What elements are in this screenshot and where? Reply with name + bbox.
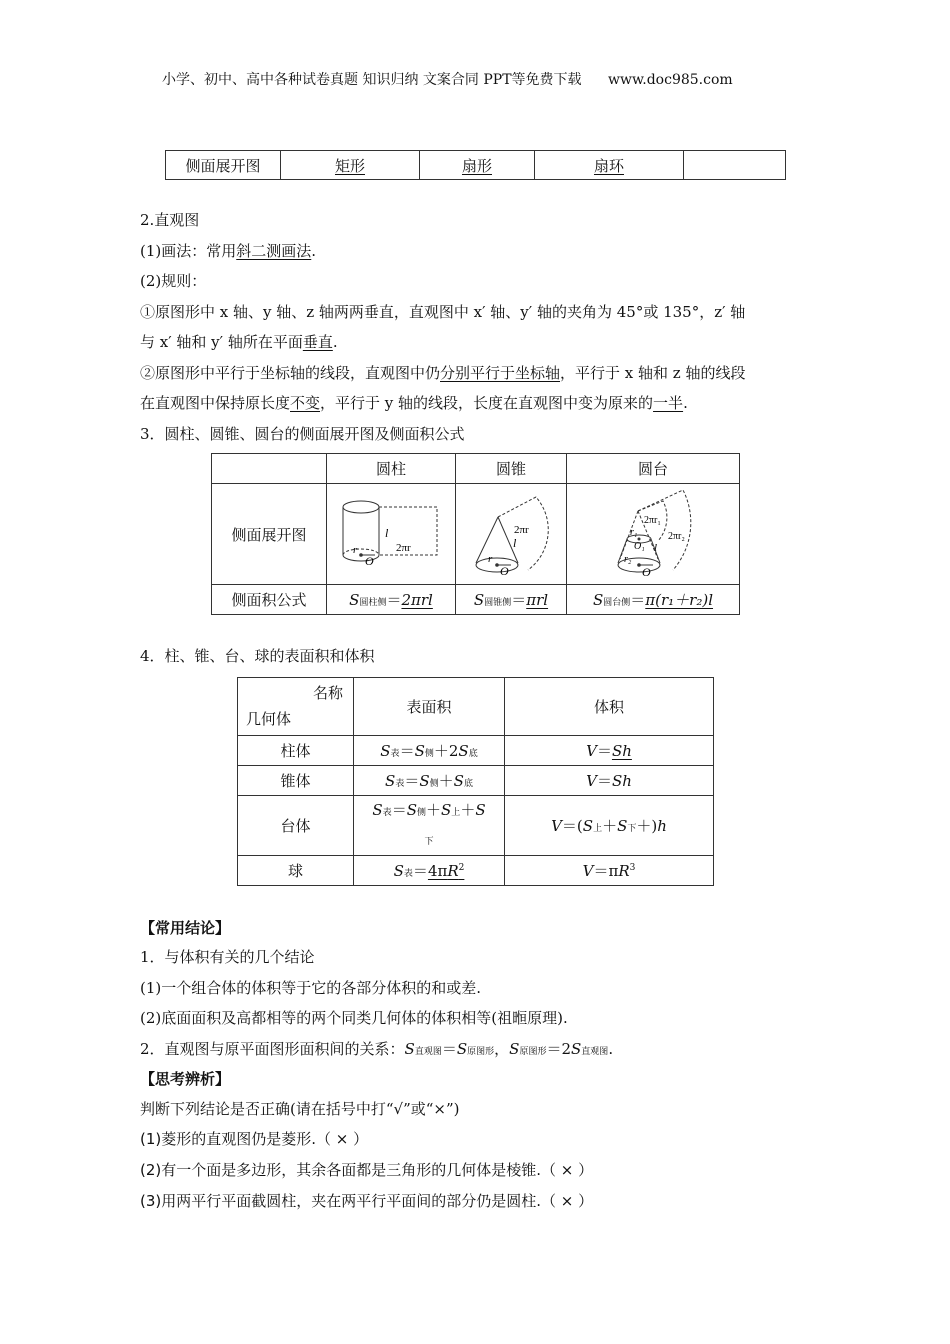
- common-item1a: (1)一个组合体的体积等于它的各部分体积的和或差.: [140, 979, 482, 997]
- lateral-row1-label: 侧面展开图: [212, 484, 327, 585]
- cone-label-2pir: 2πr: [514, 523, 529, 536]
- top-table-cell-sector: 扇形: [461, 156, 492, 175]
- cone-figure-cell: [456, 484, 567, 585]
- head-body: 几何体: [246, 710, 292, 728]
- top-table-cell-empty: [684, 151, 786, 180]
- rule1-end: .: [332, 333, 338, 351]
- think-q3: (3)用两平行平面截圆柱，夹在两平行平面间的部分仍是圆柱.（ × ）: [140, 1192, 594, 1210]
- row-frustum-name: 台体: [238, 796, 354, 856]
- rule2b-key2: 一半: [653, 394, 684, 412]
- cylinder-figure-cell: [327, 484, 456, 585]
- rule2-suffix: ，平行于 x 轴和 z 轴的线段: [560, 364, 746, 382]
- row-frustum-volume: V＝(S上＋S下＋)h: [505, 796, 714, 856]
- volume-table: [237, 677, 714, 886]
- frus-formula-s: S: [592, 591, 604, 609]
- page-header: [162, 70, 733, 90]
- row-sphere-area: S表$=4\pi R^2$: [354, 856, 505, 886]
- cone-label-r: r: [488, 552, 493, 565]
- lateral-table: [211, 453, 740, 615]
- cyl-formula-s: S: [349, 591, 360, 609]
- common-item2: [140, 1039, 613, 1062]
- section2-rule2-line2: [140, 393, 688, 413]
- row-sphere-volume: $V=\pi R^3$: [505, 856, 714, 886]
- volume-head-volume: 体积: [505, 678, 714, 736]
- common-item1b: (2)底面面积及高都相等的两个同类几何体的体积相等(祖暅原理).: [140, 1009, 568, 1027]
- head-name: 名称: [312, 684, 343, 702]
- row-pyramid-name: 锥体: [238, 766, 354, 796]
- row-pyramid-volume: V＝Sh: [505, 766, 714, 796]
- lateral-head-cylinder: 圆柱: [327, 454, 456, 484]
- top-table-cell-annulus: 扇环: [593, 156, 624, 175]
- think-intro: 判断下列结论是否正确(请在括号中打“√”或“×”): [140, 1100, 460, 1118]
- item2-prefix: 2．直观图与原平面图形面积间的关系：: [140, 1040, 405, 1058]
- top-table-cell-rectangle: 矩形: [334, 156, 365, 175]
- cyl-label-r: r: [353, 543, 358, 556]
- cyl-label-l: l: [385, 525, 389, 540]
- section2-method: [140, 241, 316, 261]
- think-q1: (1)菱形的直观图仍是菱形.（ × ）: [140, 1130, 369, 1148]
- method-prefix: (1)画法：常用: [140, 242, 237, 260]
- section2-title: 2.直观图: [140, 211, 200, 229]
- rule2b-key1: 不变: [290, 394, 321, 412]
- cone-label-o: O: [500, 563, 509, 578]
- frus-label-o: O: [642, 564, 651, 579]
- header-text: 小学、初中、高中各种试卷真题 知识归纳 文案合同 PPT等免费下载: [162, 72, 582, 88]
- frus-formula-sub: 圆台侧: [603, 598, 631, 608]
- row-prism-area: S表＝S侧＋2S底: [354, 736, 505, 766]
- volume-head-area: 表面积: [354, 678, 505, 736]
- cone-net-figure: [456, 485, 566, 584]
- lateral-head-cone: 圆锥: [456, 454, 567, 484]
- rule2-prefix: ②原图形中平行于坐标轴的线段，直观图中仍: [140, 364, 441, 382]
- header-url: www.doc985.com: [607, 72, 733, 88]
- think-title: 【思考辨析】: [140, 1070, 231, 1088]
- item2-formula: S直观图＝S原图形，S原图形＝2S直观图.: [404, 1040, 614, 1058]
- lateral-head-empty: [212, 454, 327, 484]
- rule1-prefix: 与 x′ 轴和 y′ 轴所在平面: [140, 333, 303, 351]
- lateral-row2-label: 侧面积公式: [212, 585, 327, 615]
- method-key: 斜二测画法: [236, 242, 312, 260]
- section2-rules-title: (2)规则：: [140, 272, 207, 290]
- frus-label-o1: O₁: [634, 540, 645, 552]
- cone-formula-sub: 圆锥侧: [484, 598, 512, 608]
- section2-rule1-line2: [140, 332, 338, 352]
- frus-label-r2: r₂: [624, 553, 632, 565]
- think-q2: (2)有一个面是多边形，其余各面都是三角形的几何体是棱锥.（ × ）: [140, 1161, 594, 1179]
- cylinder-net-figure: [327, 485, 453, 584]
- cone-label-l: l: [513, 535, 517, 550]
- section3-title: 3．圆柱、圆锥、圆台的侧面展开图及侧面积公式: [140, 425, 465, 443]
- volume-head-diagonal: [238, 678, 354, 736]
- rule2b-prefix: 在直观图中保持原长度: [140, 394, 291, 412]
- row-pyramid-area: S表＝S侧＋S底: [354, 766, 505, 796]
- frustum-net-figure: [568, 485, 738, 584]
- lateral-head-frustum: 圆台: [567, 454, 740, 484]
- rule2-key: 分别平行于坐标轴: [440, 364, 561, 382]
- common-title: 【常用结论】: [140, 919, 231, 937]
- frus-label-2pir2: 2πr₂: [668, 530, 685, 542]
- frustum-figure-cell: [567, 484, 740, 585]
- row-prism-name: 柱体: [238, 736, 354, 766]
- method-end: .: [311, 242, 317, 260]
- row-sphere-name: 球: [238, 856, 354, 886]
- frus-formula-rhs: π(r₁＋r₂)l: [645, 591, 714, 609]
- rule2b-mid: ，平行于 y 轴的线段，长度在直观图中变为原来的: [320, 394, 654, 412]
- top-table: [165, 150, 786, 180]
- cylinder-formula: S圆柱侧＝2πrl: [327, 585, 456, 615]
- common-item1: 1．与体积有关的几个结论: [140, 948, 315, 966]
- rule2b-end: .: [683, 394, 688, 412]
- row-frustum-area: S表＝S侧＋S上＋S 下: [354, 796, 505, 856]
- frus-label-l: l: [654, 541, 658, 554]
- frus-label-2pir1: 2πr₁: [644, 514, 661, 526]
- top-table-label: 侧面展开图: [166, 151, 281, 180]
- section4-title: 4．柱、锥、台、球的表面积和体积: [140, 647, 375, 665]
- cone-formula-rhs: πrl: [526, 591, 549, 609]
- cone-formula: S圆锥侧＝πrl: [456, 585, 567, 615]
- cyl-label-o: O: [365, 553, 374, 568]
- frustum-formula: S圆台侧＝π(r₁＋r₂)l: [567, 585, 740, 615]
- section2-rule1-line1: ①原图形中 x 轴、y 轴、z 轴两两垂直，直观图中 x′ 轴、y′ 轴的夹角为 45°或 135°，z′ 轴: [140, 303, 746, 321]
- rule1-key: 垂直: [302, 333, 333, 351]
- cone-formula-s: S: [473, 591, 485, 609]
- section2-rule2-line1: [140, 363, 745, 383]
- cyl-label-2pir: 2πr: [396, 541, 411, 554]
- frus-label-r1: r₁: [630, 526, 638, 538]
- row-prism-volume: V＝Sh: [505, 736, 714, 766]
- cyl-formula-sub: 圆柱侧: [359, 598, 387, 608]
- cyl-formula-rhs: 2πrl: [401, 591, 433, 609]
